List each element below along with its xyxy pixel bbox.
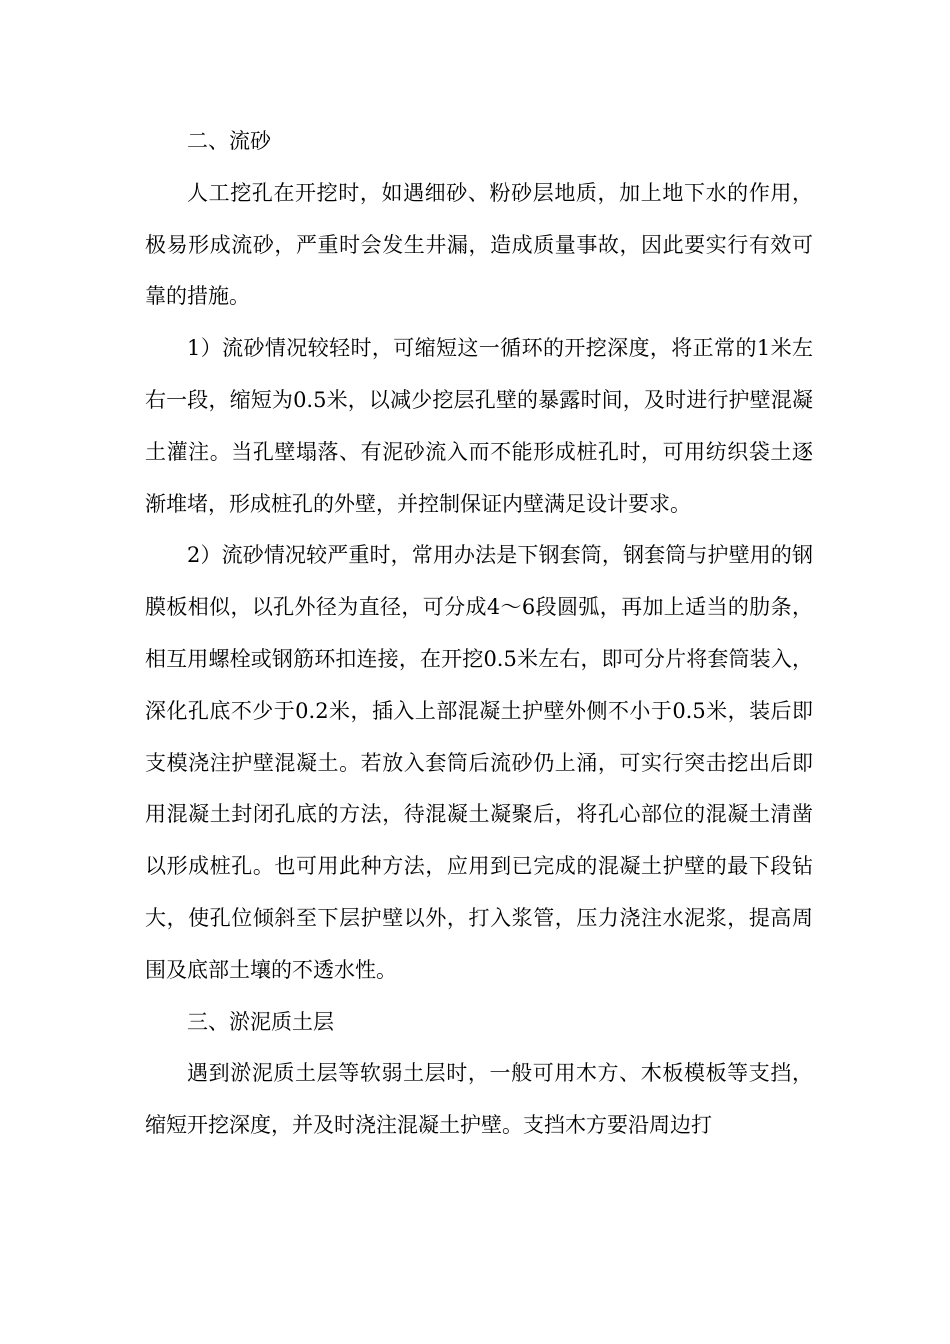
paragraph-quicksand-intro: 人工挖孔在开挖时，如遇细砂、粉砂层地质，加上地下水的作用，极易形成流砂，严重时会发生井漏，造成质量事故，因此要实行有效可靠的措施。 — [145, 180, 813, 309]
section-heading-quicksand: 二、流砂 — [187, 129, 271, 153]
paragraph-silt-intro: 遇到淤泥质土层等软弱土层时，一般可用木方、木板模板等支挡，缩短开挖深度，并及时浇注混凝土护壁。支挡木方要沿周边打 — [145, 1061, 813, 1138]
section-heading-silt: 三、淤泥质土层 — [187, 1009, 334, 1034]
document-body — [145, 116, 813, 1152]
paragraph-quicksand-light: 1）流砂情况较轻时，可缩短这一循环的开挖深度，将正常的1米左右一段，缩短为0.5米，以减少挖层孔壁的暴露时间，及时进行护壁混凝土灌注。当孔壁塌落、有泥砂流入而不能形成桩孔时，可用纺织袋土逐渐堆堵，形成桩孔的外壁，并控制保证内壁满足设计要求。 — [145, 336, 813, 516]
paragraph-quicksand-severe: 2）流砂情况较严重时，常用办法是下钢套筒，钢套筒与护壁用的钢膜板相似，以孔外径为直径，可分成4～6段圆弧，再加上适当的肋条，相互用螺栓或钢筋环扣连接，在开挖0.5米左右，即可分片将套筒装入，深化孔底不少于0.2米，插入上部混凝土护壁外侧不小于0.5米，装后即支模浇注护壁混凝土。若放入套筒后流砂仍上涌，可实行突击挖出后即用混凝土封闭孔底的方法，待混凝土凝聚后，将孔心部位的混凝土清凿以形成桩孔。也可用此种方法，应用到已完成的混凝土护壁的最下段钻大，使孔位倾斜至下层护壁以外，打入浆管，压力浇注水泥浆，提高周围及底部土壤的不透水性。 — [145, 543, 813, 982]
